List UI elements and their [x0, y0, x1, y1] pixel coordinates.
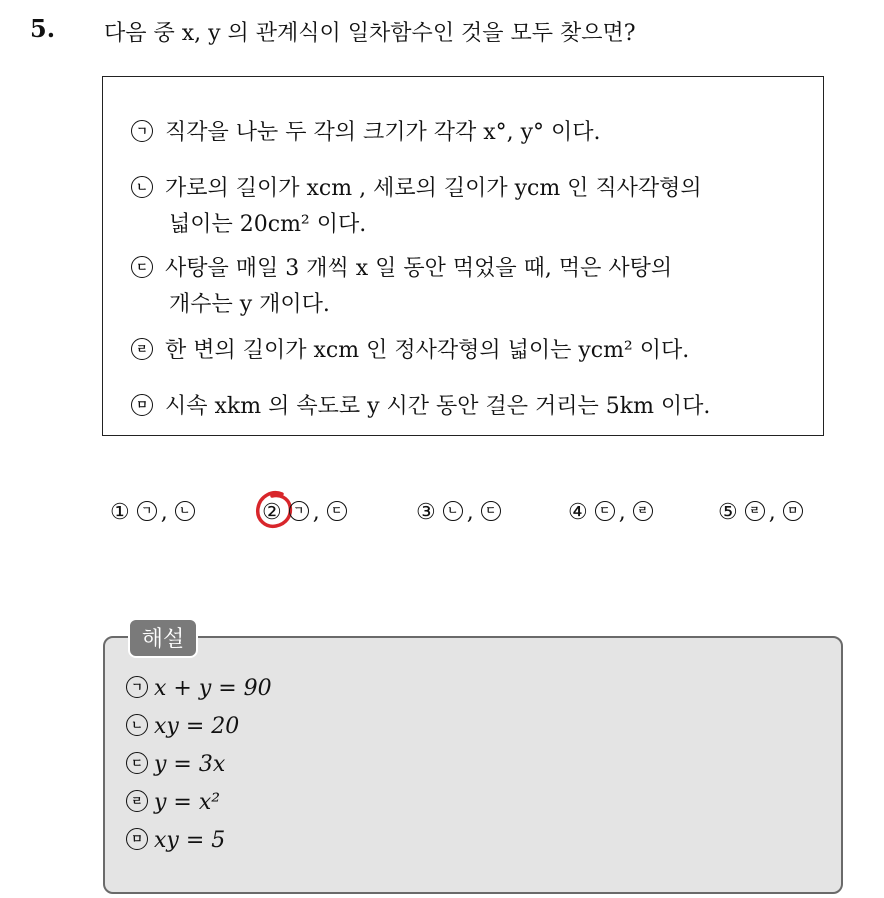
marker-icon: ㄱ — [126, 676, 148, 698]
marker-icon: ㅁ — [783, 501, 803, 521]
marker-icon: ㅁ — [126, 828, 148, 850]
solution-equation: y = 3x — [154, 752, 226, 777]
marker-icon: ㄱ — [289, 501, 309, 521]
statement-item — [131, 251, 672, 323]
marker-icon: ㄹ — [131, 338, 153, 360]
solution-equation: xy = 5 — [154, 828, 226, 853]
marker-icon: ㄴ — [443, 501, 463, 521]
statement-item — [131, 115, 601, 151]
statement-item — [131, 171, 702, 243]
marker-icon: ㄷ — [126, 752, 148, 774]
statement-item — [131, 389, 710, 425]
choice-3[interactable]: ③ ㄴ , ㄷ — [416, 500, 505, 525]
marker-icon: ㄴ — [175, 501, 195, 521]
solution-equation: x + y = 90 — [154, 676, 272, 701]
answer-choices — [110, 500, 830, 540]
statement-text: 시속 xkm 의 속도로 y 시간 동안 걸은 거리는 5km 이다. — [165, 394, 711, 419]
solution-line — [126, 676, 272, 701]
statement-text: 사탕을 매일 3 개씩 x 일 동안 먹었을 때, 먹은 사탕의 — [165, 256, 673, 281]
solution-line — [126, 828, 225, 853]
solution-line — [126, 752, 225, 777]
statement-text: 개수는 y 개이다. — [169, 292, 330, 317]
marker-icon: ㄹ — [745, 501, 765, 521]
marker-icon: ㄷ — [481, 501, 501, 521]
marker-icon: ㄷ — [327, 501, 347, 521]
statement-item — [131, 333, 689, 369]
choice-number: ⑤ — [718, 500, 738, 525]
choice-1[interactable]: ① ㄱ , ㄴ — [110, 500, 199, 525]
marker-icon: ㄷ — [131, 256, 153, 278]
marker-icon: ㄱ — [131, 120, 153, 142]
marker-icon: ㄱ — [137, 501, 157, 521]
choice-4[interactable]: ④ ㄷ , ㄹ — [568, 500, 657, 525]
statement-text: 한 변의 길이가 xcm 인 정사각형의 넓이는 ycm² 이다. — [165, 338, 690, 363]
marker-icon: ㅁ — [131, 394, 153, 416]
solution-equation: xy = 20 — [154, 714, 240, 739]
solution-line — [126, 714, 239, 739]
marker-icon: ㄴ — [131, 176, 153, 198]
marker-icon: ㄹ — [126, 790, 148, 812]
solution-line — [126, 790, 220, 815]
statement-text: 넓이는 20cm² 이다. — [169, 212, 367, 237]
choice-number: ① — [110, 500, 130, 525]
choice-number: ③ — [416, 500, 436, 525]
question-number: 5. — [30, 14, 56, 43]
solution-label: 해설 — [128, 618, 198, 658]
statement-text: 가로의 길이가 xcm , 세로의 길이가 ycm 인 직사각형의 — [165, 176, 702, 201]
choice-2[interactable]: ② ㄱ , ㄷ — [262, 500, 351, 525]
marker-icon: ㄹ — [633, 501, 653, 521]
choice-number: ④ — [568, 500, 588, 525]
marker-icon: ㄴ — [126, 714, 148, 736]
solution-equation: y = x² — [154, 790, 221, 815]
statement-text: 직각을 나눈 두 각의 크기가 각각 x°, y° 이다. — [165, 120, 601, 145]
choice-number: ② — [262, 500, 282, 525]
choice-5[interactable]: ⑤ ㄹ , ㅁ — [718, 500, 807, 525]
question-text: 다음 중 x, y 의 관계식이 일차함수인 것을 모두 찾으면? — [104, 21, 636, 46]
statement-box — [102, 76, 824, 436]
marker-icon: ㄷ — [595, 501, 615, 521]
